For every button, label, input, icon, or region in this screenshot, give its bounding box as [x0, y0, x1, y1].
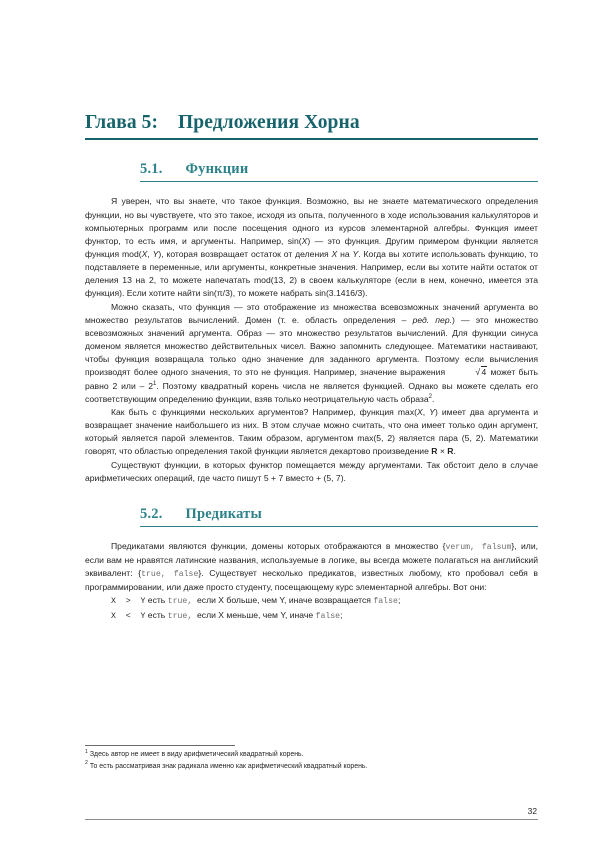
section-heading-functions: 5.1. Функции: [140, 161, 249, 178]
section-heading-rule: [140, 181, 538, 182]
text-run: Я уверен, что вы знаете, что такое функция. Возможно, вы не знаете математического определения функции, но вы чувствуете, что это такое, исходя из опыта, полученного в ходе использования калькуляторов и компьютерных программ или после посещения одного из курсов элементарной алгебры. Функция имеет функтор, то есть имя, и аргументы. Например, sin(: [85, 196, 538, 246]
text-run: ) — это множество всевозможных значений аргумента. Образ — это множество результатов вычислений. Для функции синуса доменом является множество действительных чисел. Важно запомнить следующее. Математики настаивают, чтобы функция возвращала только одно значение для заданного аргумента. Поэтому если вычисления производят более одного значения, то это не функция. Например, значение выражения: [85, 314, 539, 378]
predicate-line-greater-than: [85, 594, 538, 608]
paragraph-functions-3: [85, 406, 538, 459]
math-set-r: R: [431, 446, 438, 457]
text-run: .: [453, 446, 456, 457]
section-5-1: [85, 161, 538, 484]
math-var-x: X: [417, 406, 423, 417]
text-run: ,: [147, 249, 153, 260]
code-literal-verum-falsum: verum, falsum: [445, 542, 512, 552]
predicate-line-less-than: [85, 609, 538, 623]
footer-separator: [85, 819, 538, 820]
page-footer: [85, 806, 538, 820]
footnote-separator: [85, 745, 235, 746]
footnote-marker: 1: [85, 748, 88, 755]
math-set-r: R: [447, 446, 454, 457]
paragraph-functions-4: Существуют функции, в которых функтор помещается между аргументами. Так обстоит дело в случае арифметических операций, где часто пишут 5 + 7 вместо + (5, 7).: [85, 459, 538, 483]
footnotes-area: [85, 745, 538, 773]
text-run: может быть равно 2 или – 2: [85, 367, 539, 391]
section-5-2: [85, 506, 538, 623]
math-var-y: Y: [352, 249, 359, 260]
footnote-text: То есть рассматривая знак радикала именно как арифметический квадратный корень.: [89, 762, 368, 770]
footnote-text: Здесь автор не имеет в виду арифметический квадратный корень.: [89, 751, 304, 758]
code-literal-true: true,: [167, 611, 193, 621]
chapter-title: Глава 5: Предложения Хорна: [85, 112, 360, 133]
text-run: ,: [422, 406, 430, 417]
paragraph-functions-2: [85, 301, 538, 406]
text-run: }, или, если вам не нравятся латинские названия, используемые в логике, вы всегда можете полагаться на английский эквивалент: {: [85, 540, 539, 579]
radicand: 4: [481, 367, 487, 378]
text-run: Можно сказать, что функция — это отображение из множества всевозможных значений аргумента во множество результатов вычислений. Домен (т. е. область определения –: [85, 301, 538, 325]
paragraph-predicates-1: [85, 540, 538, 595]
text-run: Предикатами являются функции, домены которых отображаются в множество {: [111, 540, 446, 551]
code-expression: X < Y: [111, 611, 146, 621]
section-heading-predicates: 5.2. Предикаты: [140, 505, 263, 522]
paragraph-functions-1: [85, 195, 538, 300]
chapter-title-rule: [85, 138, 538, 140]
code-literal-false: false: [373, 597, 398, 607]
text-run: .: [431, 393, 435, 404]
math-var-x: X: [331, 249, 338, 260]
text-run: ) — это функция. Другим примером функции является функция mod(: [85, 235, 538, 260]
page-number: 32: [527, 806, 537, 816]
text-run: если X меньше, чем Y, иначе: [192, 609, 316, 620]
math-var-x: X: [301, 235, 308, 246]
text-run: если X больше, чем Y, иначе возвращается: [192, 595, 374, 606]
footnote-1: [85, 750, 538, 761]
code-literal-true-false: true, false: [141, 570, 199, 580]
text-run: ;: [340, 609, 343, 620]
text-run: . Когда вы хотите использовать функцию, то подставляете в переменные, или аргументы, конкретные значения. Например, если вы хотите найти остаток от деления 13 на 2, то можете напечатать mod(13, 2) в своем калькуляторе (если в нем, конечно, имеется эта функция). Если хотите найти sin(π/3), то можете набрать sin(3.1416/3).: [85, 249, 539, 299]
text-run: }. Существует несколько предикатов, известных любому, кто пробовал себя в программировании, или даже просто студенту, посещающему курс элементарной алгебры. Вот они:: [85, 568, 539, 593]
text-run: ×: [437, 446, 448, 457]
math-var-y: Y: [152, 249, 159, 260]
text-run: ), которая возвращает остаток от деления: [158, 249, 332, 260]
footnote-2: [85, 762, 538, 773]
code-expression: X > Y: [111, 597, 146, 607]
footnote-ref-1: 1: [153, 380, 157, 387]
text-run: есть: [145, 595, 168, 606]
footnote-marker: 2: [85, 760, 88, 767]
code-literal-true: true,: [167, 597, 193, 607]
page-content: [85, 0, 538, 623]
square-root-symbol: √ 4: [475, 367, 487, 378]
math-var-y: Y: [429, 406, 435, 417]
math-var-x: X: [141, 249, 148, 260]
text-run: есть: [145, 609, 168, 620]
footnote-ref-2: 2: [428, 393, 432, 400]
text-run: на: [337, 249, 353, 260]
text-run: . Поэтому квадратный корень числа не является функцией. Однако вы можете сделать его соответствующим определению функции, взяв только неотрицательную часть образа: [85, 380, 539, 404]
code-literal-false: false: [315, 611, 341, 621]
text-run: ;: [397, 595, 401, 606]
text-run: ) имеет два аргумента и возвращает значение наибольшего из них. В этом случае можно считать, что она имеет только один аргумент, который является парой элементов. Таким образом, аргументом max(5, 2) является пара (5, 2). Математики говорят, что областью определения такой функции является декартово произведение: [85, 406, 538, 457]
editor-note: ред. пер.: [412, 314, 452, 325]
text-run: Как быть с функциями нескольких аргументов? Например, функция max(: [111, 406, 417, 417]
section-heading-rule: [140, 526, 538, 527]
